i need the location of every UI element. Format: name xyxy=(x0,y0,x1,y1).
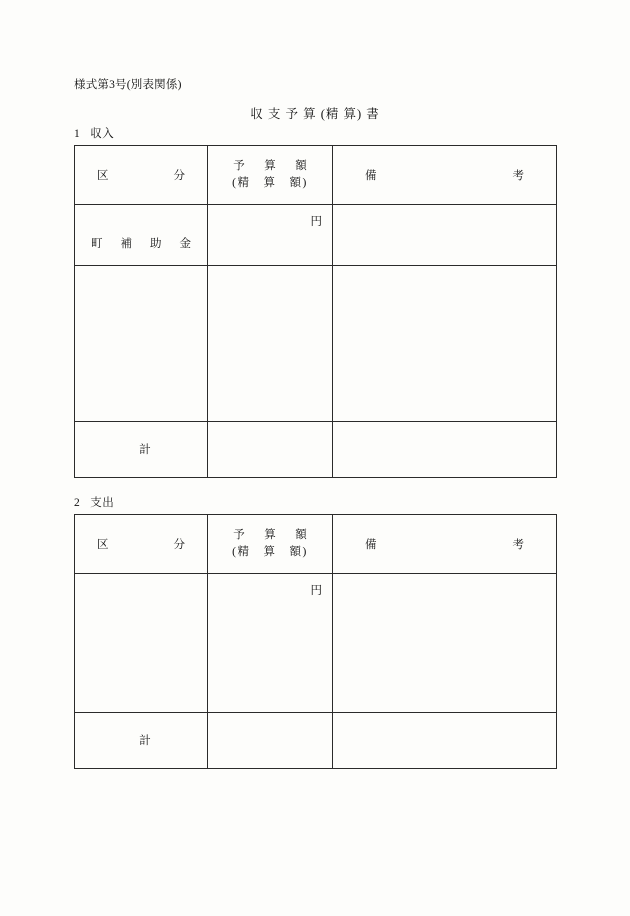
header-remarks-right: 考 xyxy=(512,539,524,551)
section-number: 2 xyxy=(74,497,81,509)
header-cell-kubun xyxy=(75,515,208,574)
cell-remarks-blank[interactable] xyxy=(333,574,557,713)
header-amount-line1: 予 算 額 xyxy=(233,160,311,172)
cell-amount-subsidy[interactable] xyxy=(208,205,333,266)
page-title: 収 支 予 算 (精 算) 書 xyxy=(250,107,380,121)
expense-table xyxy=(74,514,557,769)
section-name: 収入 xyxy=(90,128,115,140)
header-cell-remarks xyxy=(333,146,557,205)
table-row-total xyxy=(75,713,557,769)
cell-kubun-blank[interactable] xyxy=(75,266,208,422)
cell-kubun-total xyxy=(75,422,208,478)
header-kubun-right: 分 xyxy=(173,170,185,182)
cell-amount-total[interactable] xyxy=(208,713,333,769)
header-remarks-left: 備 xyxy=(365,170,377,182)
header-kubun-left: 区 xyxy=(97,539,109,551)
cell-amount-blank[interactable] xyxy=(208,574,333,713)
cell-amount-blank[interactable] xyxy=(208,266,333,422)
table-row-total xyxy=(75,422,557,478)
total-label: 計 xyxy=(139,735,151,747)
table-header-row xyxy=(75,146,557,205)
header-cell-amount xyxy=(208,515,333,574)
cell-amount-total[interactable] xyxy=(208,422,333,478)
header-amount-line2: (精 算 額) xyxy=(232,177,308,189)
table-row xyxy=(75,205,557,266)
section-name: 支出 xyxy=(90,497,115,509)
subsidy-char-2: 補 xyxy=(120,238,132,250)
subsidy-char-4: 金 xyxy=(179,238,191,250)
income-table xyxy=(74,145,557,478)
cell-kubun-blank[interactable] xyxy=(75,574,208,713)
header-cell-amount xyxy=(208,146,333,205)
table-row xyxy=(75,266,557,422)
header-cell-kubun xyxy=(75,146,208,205)
table-row xyxy=(75,574,557,713)
header-kubun-left: 区 xyxy=(97,170,109,182)
header-amount-line1: 予 算 額 xyxy=(233,529,311,541)
cell-remarks-total[interactable] xyxy=(333,713,557,769)
subsidy-char-1: 町 xyxy=(91,238,103,250)
header-cell-remarks xyxy=(333,515,557,574)
subsidy-char-3: 助 xyxy=(150,238,162,250)
section-number: 1 xyxy=(74,128,81,140)
form-id-label: 様式第3号(別表関係) xyxy=(74,79,182,91)
header-amount-line2: (精 算 額) xyxy=(232,546,308,558)
currency-unit-label: 円 xyxy=(310,216,322,228)
header-kubun-right: 分 xyxy=(173,539,185,551)
currency-unit-label: 円 xyxy=(310,585,322,597)
header-remarks-right: 考 xyxy=(512,170,524,182)
table-header-row xyxy=(75,515,557,574)
cell-kubun-total xyxy=(75,713,208,769)
section-heading-expense xyxy=(74,494,114,510)
cell-remarks-blank[interactable] xyxy=(333,266,557,422)
section-heading-income xyxy=(74,125,114,141)
header-remarks-left: 備 xyxy=(365,539,377,551)
cell-kubun-subsidy[interactable] xyxy=(75,205,208,266)
cell-remarks-total[interactable] xyxy=(333,422,557,478)
cell-remarks-subsidy[interactable] xyxy=(333,205,557,266)
total-label: 計 xyxy=(139,444,151,456)
